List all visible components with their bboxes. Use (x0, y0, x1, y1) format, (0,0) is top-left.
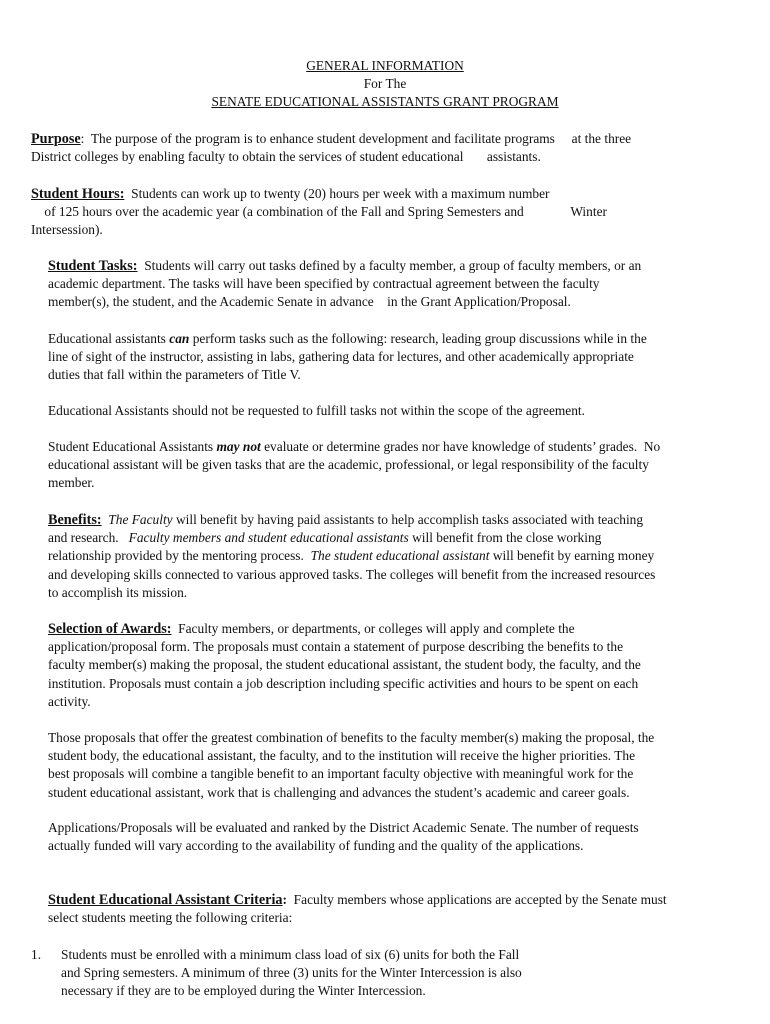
benefits-faculty: The Faculty (108, 512, 173, 527)
benefits-label: Benefits: (48, 512, 102, 528)
benefits-student-assistant: The student educational assistant (310, 548, 490, 564)
priority-text-3: best proposals will combine a tangible benefit to an important faculty objective with meaningful work for the (48, 766, 634, 782)
purpose-label: Purpose (31, 131, 81, 147)
can-text-1: perform tasks such as the following: research, leading group discussions while in the (189, 331, 647, 346)
grades-emphasis: may not (216, 439, 261, 454)
benefits-text-2b: will benefit from the close working (408, 530, 602, 546)
purpose-text-2: District colleges by enabling faculty to obtain the services of student educational assistants. (31, 149, 541, 165)
grades-text-1: evaluate or determine grades nor have knowledge of students’ grades. No (260, 439, 661, 454)
benefits-text-2a: and research. (48, 530, 129, 546)
can-text-2: line of sight of the instructor, assisting in labs, gathering data for lectures, and other academically appropriate (48, 349, 634, 365)
header-program-name: SENATE EDUCATIONAL ASSISTANTS GRANT PROGRAM (211, 94, 559, 110)
criteria-colon: : (282, 892, 287, 907)
item1-text-3: necessary if they are to be employed during the Winter Intercession. (61, 983, 426, 999)
tasks-text-3: member(s), the student, and the Academic Senate in advance in the Grant Application/Proposal. (48, 294, 571, 310)
item1-text-2: and Spring semesters. A minimum of three (3) units for the Winter Intercession is also (61, 965, 522, 981)
awards-text-1: Faculty members, or departments, or colleges will apply and complete the (171, 621, 575, 636)
hours-label: Student Hours: (31, 186, 125, 202)
document-header (0, 57, 770, 112)
hours-section (31, 185, 607, 240)
priority-text-2: student body, the educational assistant, the faculty, and to the institution will receive the higher priorities. The (48, 748, 636, 764)
tasks-text-1: Students will carry out tasks defined by a faculty member, a group of faculty members, or an (137, 258, 642, 273)
benefits-text-1: will benefit by having paid assistants to help accomplish tasks associated with teaching (172, 512, 644, 527)
benefits-text-3a: relationship provided by the mentoring process. (48, 548, 311, 564)
header-title: GENERAL INFORMATION (306, 58, 464, 73)
tasks-label: Student Tasks: (48, 258, 138, 274)
purpose-text-1: : The purpose of the program is to enhance student development and facilitate programs at the three (80, 131, 632, 146)
awards-text-4: institution. Proposals must contain a job description including specific activities and hours to be spent on each (48, 675, 639, 691)
awards-section (48, 620, 641, 711)
list-item (61, 946, 522, 1001)
awards-label: Selection of Awards: (48, 621, 172, 637)
criteria-text-1: Faculty members whose applications are accepted by the Senate must (286, 892, 667, 907)
can-text-3: duties that fall within the parameters of Title V. (48, 367, 301, 383)
benefits-text-5: to accomplish its mission. (48, 584, 188, 600)
criteria-label: Student Educational Assistant Criteria (48, 892, 283, 908)
eval-text-2: actually funded will vary according to the availability of funding and the quality of the applications. (48, 838, 584, 854)
awards-text-3: faculty member(s) making the proposal, the student educational assistant, the student body, the faculty, and the (48, 657, 641, 673)
grades-text-2: educational assistant will be given tasks that are the academic, professional, or legal responsibility of the faculty (48, 457, 649, 473)
can-pre: Educational assistants (48, 331, 170, 346)
grades-text-3: member. (48, 475, 95, 491)
list-item-number: 1. (31, 947, 42, 962)
awards-text-5: activity. (48, 693, 91, 709)
evaluation-paragraph (48, 819, 639, 855)
item1-text-1: Students must be enrolled with a minimum class load of six (6) units for both the Fall (61, 947, 520, 962)
eval-text-1: Applications/Proposals will be evaluated and ranked by the District Academic Senate. The number of requests (48, 820, 639, 835)
header-for-the: For The (363, 76, 407, 92)
hours-text-2: of 125 hours over the academic year (a combination of the Fall and Spring Semesters and Winter (31, 204, 607, 220)
priority-text-4: student educational assistant, work that is challenging and advances the student’s academic and career goals. (48, 784, 630, 800)
benefits-text-4: and developing skills connected to various approved tasks. The colleges will benefit from the increased resources (48, 566, 656, 582)
priority-paragraph (48, 729, 654, 802)
grades-pre: Student Educational Assistants (48, 439, 217, 454)
criteria-text-2: select students meeting the following criteria: (48, 910, 293, 926)
grades-paragraph (48, 438, 660, 493)
scope-paragraph (48, 402, 585, 420)
criteria-section (48, 891, 667, 927)
awards-text-2: application/proposal form. The proposals must contain a statement of purpose describing the benefits to the (48, 639, 624, 655)
benefits-faculty-students: Faculty members and student educational assistants (128, 530, 409, 546)
can-paragraph (48, 330, 647, 385)
purpose-section (31, 130, 631, 166)
priority-text-1: Those proposals that offer the greatest combination of benefits to the faculty member(s) making the proposal, the (48, 730, 655, 745)
hours-text-1: Students can work up to twenty (20) hours per week with a maximum number (124, 186, 550, 201)
benefits-text-3b: will benefit by earning money (489, 548, 655, 564)
benefits-section (48, 511, 655, 602)
tasks-section (48, 257, 641, 312)
can-emphasis: can (169, 331, 190, 346)
scope-text-1: Educational Assistants should not be requested to fulfill tasks not within the scope of the agreement. (48, 403, 586, 418)
hours-text-3: Intersession). (31, 222, 103, 238)
tasks-text-2: academic department. The tasks will have been specified by contractual agreement between the faculty (48, 276, 600, 292)
